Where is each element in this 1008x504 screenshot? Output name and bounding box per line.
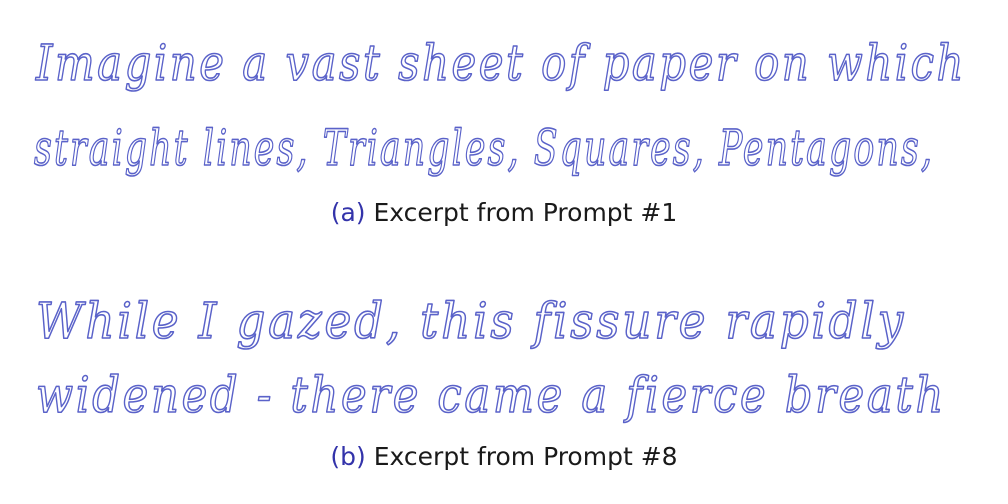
handwriting-line: widened - there came a fierce breath [36, 366, 946, 424]
figure-b [0, 260, 1008, 504]
figure-caption-text: Excerpt from Prompt #8 [373, 442, 678, 471]
figure-caption [0, 198, 1008, 227]
handwriting-line: straight lines, Triangles, Squares, Pentagons, [34, 119, 934, 177]
figure-a [0, 0, 1008, 250]
figure-label: (a) [330, 198, 366, 227]
figure-caption-text: Excerpt from Prompt #1 [373, 198, 678, 227]
handwriting-line: Imagine a vast sheet of paper on which [35, 34, 967, 92]
figure-label: (b) [330, 442, 366, 471]
handwriting-line: While I gazed, this fissure rapidly [36, 292, 906, 350]
figure-caption [0, 442, 1008, 471]
handwriting-sample-a [0, 0, 1008, 200]
handwriting-sample-b [0, 260, 1008, 440]
